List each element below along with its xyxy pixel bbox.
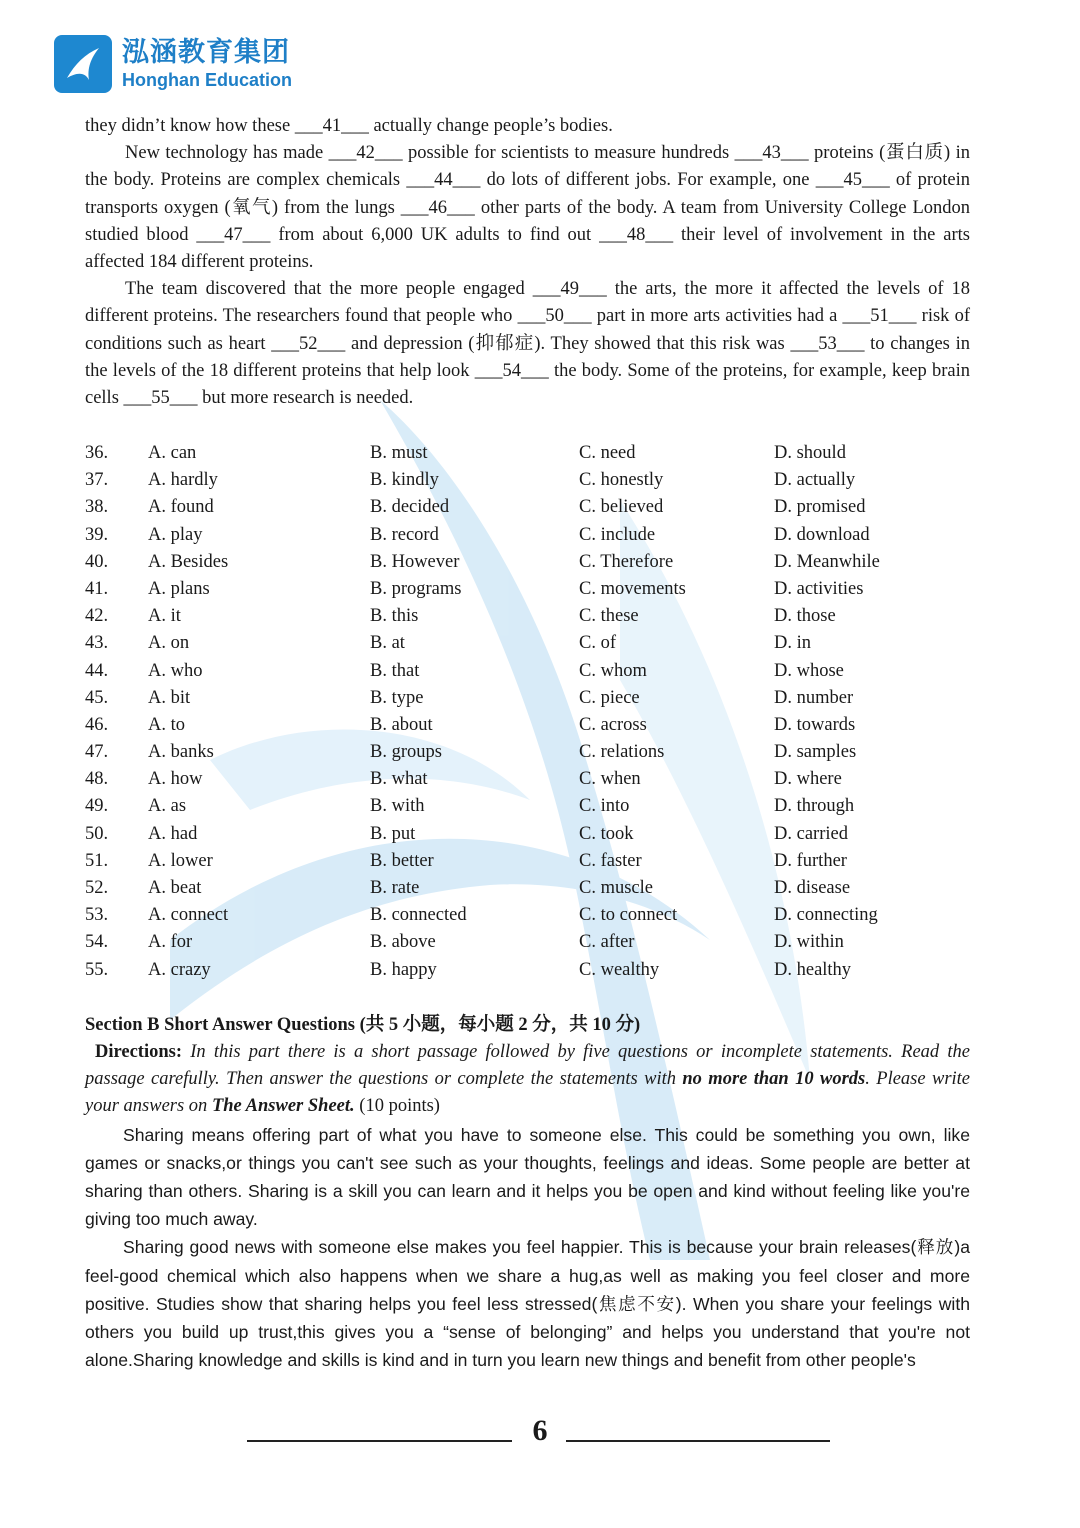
option-a: A. can [148, 443, 197, 463]
passage-paragraph: Sharing means offering part of what you have to someone else. This could be something you own, like games or snacks,or things you can't see such as your thoughts, feelings and ideas. Some people are better at sharing than others. Sharing is a skill you can learn and it helps you be open and kind without feeling like you're giving too much away. [85, 1124, 970, 1230]
question-number: 40. [85, 551, 109, 572]
passage-paragraph: The team discovered that the more people engaged ___49___ the arts, the more it affected the levels of 18 different proteins. The researchers found that people who ___50___ part in more arts activities had a ___51___ risk of conditions such as heart ___52___ and depression (抑郁症). They showed that this risk was ___53___ to changes in the levels of the 18 different proteins that help look ___54___ the body. Some of the proteins, for example, keep brain cells ___55___ but more research is needed. [85, 279, 970, 409]
directions-label: Directions: [95, 1042, 182, 1062]
section-b [85, 1011, 970, 1374]
option-a: A. how [148, 769, 203, 790]
logo-icon [54, 35, 112, 93]
question-row [85, 549, 985, 576]
option-a: A. banks [148, 742, 214, 763]
option-b: B. groups [370, 742, 442, 763]
question-row [85, 494, 985, 521]
option-c: C. to connect [579, 905, 678, 926]
option-a: A. play [148, 524, 203, 545]
option-c: C. Therefore [579, 551, 674, 572]
question-number: 49. [85, 796, 109, 817]
page-number: 6 [532, 1414, 548, 1447]
option-b: B. must [370, 443, 428, 463]
passage-a [85, 113, 970, 412]
option-b: B. programs [370, 578, 462, 599]
option-c: C. into [579, 796, 630, 817]
option-d: D. disease [774, 878, 851, 898]
question-number: 37. [85, 470, 109, 491]
option-b: B. kindly [370, 470, 439, 491]
option-c: C. after [579, 932, 635, 953]
question-row [85, 793, 985, 820]
question-row [85, 522, 985, 549]
option-d: D. whose [774, 660, 844, 681]
question-number: 39. [85, 524, 109, 545]
option-b: B. However [370, 551, 460, 572]
question-number: 53. [85, 905, 109, 926]
option-a: A. beat [148, 878, 202, 898]
question-row [85, 467, 985, 494]
option-d: D. where [774, 769, 842, 790]
brand-name-cn: 泓涵教育集团 [122, 37, 290, 68]
option-d: D. should [774, 443, 846, 463]
option-d: D. download [774, 524, 870, 545]
option-a: A. connect [148, 905, 229, 926]
brand-name-en: Honghan Education [122, 70, 292, 90]
option-a: A. found [148, 497, 214, 518]
option-d: D. connecting [774, 905, 878, 926]
option-c: C. believed [579, 497, 664, 518]
option-a: A. bit [148, 687, 191, 708]
option-b: B. about [370, 714, 433, 735]
question-number: 52. [85, 878, 109, 898]
option-b: B. put [370, 823, 416, 844]
option-c: C. relations [579, 742, 665, 763]
question-number: 41. [85, 578, 109, 599]
question-row [85, 902, 985, 929]
question-number: 48. [85, 769, 109, 790]
footer-rule [247, 1440, 512, 1442]
option-b: B. decided [370, 497, 450, 518]
question-number: 45. [85, 687, 109, 708]
option-b: B. record [370, 524, 439, 545]
question-row [85, 658, 985, 685]
option-a: A. crazy [148, 959, 211, 980]
question-number: 38. [85, 497, 109, 518]
option-a: A. hardly [148, 470, 218, 491]
question-row [85, 957, 985, 984]
option-b: B. at [370, 633, 405, 654]
question-row [85, 685, 985, 712]
option-c: C. honestly [579, 470, 664, 491]
option-a: A. Besides [148, 551, 229, 572]
passage-paragraph: Sharing good news with someone else makes you feel happier. This is because your brain releases(释放)a feel-good chemical which also happens when we share a hug,as well as making you feel closer and more positive. Studies show that sharing helps you feel less stressed(焦虑不安). When you share your feelings with others you build up trust,this gives you a “sense of belonging” and helps you understand that you're not alone.Sharing knowledge and skills is kind and in turn you learn new things and benefit from other people's [85, 1237, 970, 1371]
option-b: B. rate [370, 878, 420, 898]
option-c: C. across [579, 714, 647, 735]
option-b: B. with [370, 796, 425, 817]
question-row [85, 766, 985, 793]
footer [0, 1412, 1080, 1452]
option-c: C. faster [579, 850, 642, 871]
question-row [85, 739, 985, 766]
question-row [85, 576, 985, 603]
option-d: D. further [774, 850, 847, 871]
option-b: B. connected [370, 905, 467, 926]
option-d: D. samples [774, 742, 857, 763]
option-d: D. those [774, 606, 836, 627]
question-row [85, 929, 985, 956]
option-a: A. lower [148, 850, 213, 871]
question-row [85, 875, 985, 902]
option-d: D. within [774, 932, 844, 953]
option-d: D. through [774, 796, 855, 817]
option-a: A. as [148, 796, 187, 817]
question-row [85, 712, 985, 739]
option-d: D. promised [774, 497, 866, 518]
question-number: 50. [85, 823, 109, 844]
option-c: C. took [579, 823, 634, 844]
option-b: B. happy [370, 959, 437, 980]
option-d: D. Meanwhile [774, 551, 880, 572]
option-d: D. in [774, 633, 811, 654]
option-c: C. wealthy [579, 959, 660, 980]
question-number: 46. [85, 714, 109, 735]
passage-paragraph: New technology has made ___42___ possible for scientists to measure hundreds ___43___ proteins (蛋白质) in the body. Proteins are complex chemicals ___44___ do lots of different jobs. For example, one ___45___ of protein transports oxygen (氧气) from the lungs ___46___ other parts of the body. A team from University College London studied blood ___47___ from about 6,000 UK adults to find out ___48___ their level of involvement in the arts affected 184 different proteins. [85, 143, 970, 273]
option-c: C. muscle [579, 878, 653, 898]
question-number: 51. [85, 850, 109, 871]
section-b-title: Section B Short Answer Questions (共 5 小题，每小题 2 分，共 10 分) [85, 1015, 641, 1035]
option-b: B. type [370, 687, 424, 708]
option-a: A. on [148, 633, 190, 654]
directions-emphasis: The Answer Sheet. [211, 1096, 355, 1117]
option-d: D. healthy [774, 959, 852, 980]
option-b: B. above [370, 932, 436, 953]
question-number: 44. [85, 660, 109, 681]
directions-text: . Please write your answers on [85, 1069, 971, 1117]
question-number: 47. [85, 742, 109, 763]
option-d: D. number [774, 687, 854, 708]
question-number: 55. [85, 959, 109, 980]
footer-rule [566, 1440, 830, 1442]
question-row [85, 821, 985, 848]
directions-text: In this part there is a short passage followed by five questions or incomplete statements. Read the passage carefully. Then answer the questions or complete the statements with [85, 1042, 970, 1090]
question-row [85, 440, 985, 467]
option-c: C. of [579, 633, 616, 654]
question-number: 42. [85, 606, 109, 627]
option-a: A. for [148, 932, 193, 953]
option-b: B. that [370, 660, 420, 681]
directions [85, 1039, 970, 1121]
option-c: C. include [579, 524, 656, 545]
option-c: C. piece [579, 687, 640, 708]
option-a: A. it [148, 606, 181, 627]
option-d: D. actually [774, 470, 856, 491]
option-c: C. when [579, 769, 641, 790]
directions-text: (10 points) [354, 1096, 440, 1117]
option-a: A. plans [148, 578, 210, 599]
directions-emphasis: no more than 10 words [682, 1069, 866, 1090]
option-c: C. movements [579, 578, 686, 599]
option-a: A. had [148, 823, 198, 844]
option-c: C. whom [579, 660, 647, 681]
option-c: C. these [579, 606, 639, 627]
option-d: D. carried [774, 823, 848, 844]
option-d: D. activities [774, 578, 864, 599]
question-row [85, 848, 985, 875]
option-a: A. who [148, 660, 203, 681]
option-d: D. towards [774, 714, 856, 735]
options-table [85, 440, 985, 984]
question-number: 43. [85, 633, 109, 654]
brand [122, 37, 292, 91]
option-b: B. better [370, 850, 434, 871]
passage-paragraph: they didn’t know how these ___41___ actually change people’s bodies. [85, 116, 613, 136]
question-row [85, 603, 985, 630]
question-number: 54. [85, 932, 109, 953]
header [54, 34, 292, 94]
question-row [85, 630, 985, 657]
option-b: B. what [370, 769, 428, 790]
option-a: A. to [148, 714, 185, 735]
option-b: B. this [370, 606, 419, 627]
option-c: C. need [579, 443, 636, 463]
question-number: 36. [85, 443, 109, 463]
